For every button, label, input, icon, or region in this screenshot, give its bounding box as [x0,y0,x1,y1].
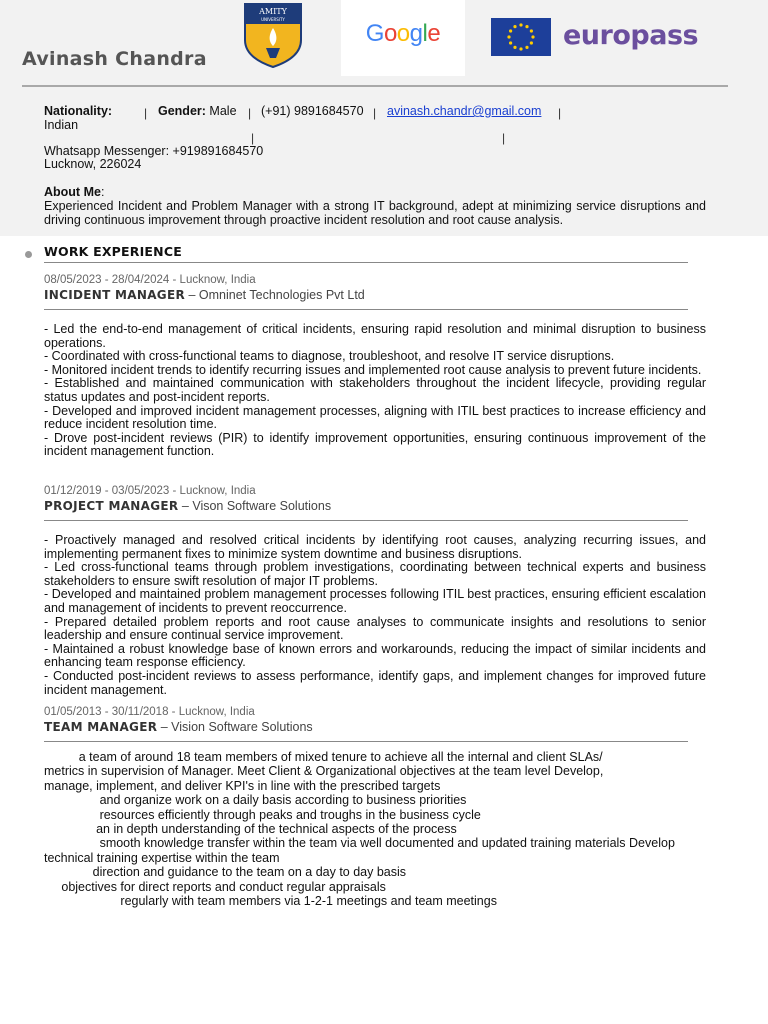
job-dash: – [185,288,199,302]
section-bullet-icon [25,251,32,258]
job-bullet: - Led cross-functional teams through problem investigations, coordinating between technical experts and business stakeholders to ensure swift resolution of major IT problems. [44,560,706,588]
google-wordmark: Google [365,20,441,47]
section-divider [44,262,688,263]
eu-star-icon [513,25,516,28]
job-bullet: - Developed and maintained problem management processes following ITIL best practices, ensuring efficient escalation and management of incidents to prevent reoccurrence. [44,587,706,615]
europass-logo-text: europass [563,20,699,51]
job-bullet: - Maintained a robust knowledge base of known errors and workarounds, reducing the impact of similar incidents and enhancing team response efficiency. [44,641,706,670]
job-divider [44,520,688,521]
separator: | [248,106,252,120]
description-line: smooth knowledge transfer within the team via well documented and updated training materials Develop [44,836,675,851]
eu-star-icon [525,46,528,49]
job-company: Vison Software Solutions [192,499,332,513]
job-company: Omninet Technologies Pvt Ltd [198,288,365,302]
description-line: technical training expertise within the team [44,850,280,865]
job-heading [44,498,706,515]
eu-star-icon [530,41,533,44]
job-company: Vision Software Solutions [171,720,313,734]
google-logo [341,0,465,76]
eu-star-icon [531,35,534,38]
job-dates-location: 08/05/2023 - 28/04/2024 - Lucknow, India [44,274,256,286]
team-manager-description [44,750,724,908]
job-heading [44,287,706,304]
gender-label: Gender: [158,104,206,118]
separator: | [251,131,255,145]
nationality-label [44,104,112,118]
job-bullet: - Led the end-to-end management of critical incidents, ensuring rapid resolution and minimal disruption to business operations. [44,322,706,350]
description-line: metrics in supervision of Manager. Meet Client & Organizational objectives at the team level Develop, [44,764,604,779]
job-title: PROJECT MANAGER [44,499,179,513]
location: Lucknow, 226024 [44,157,142,171]
amity-university-logo [242,2,304,68]
description-line: objectives for direct reports and conduct regular appraisals [44,879,386,894]
nationality-value: Indian [44,118,79,132]
description-line: a team of around 18 team members of mixed tenure to achieve all the internal and client SLAs/ [44,750,603,764]
description-line: and organize work on a daily basis according to business priorities [44,793,467,808]
description-line: resources efficiently through peaks and troughs in the business cycle [44,807,481,822]
job-entry-team-manager [44,705,706,742]
eu-star-icon [509,41,512,44]
email-link[interactable]: avinash.chandr@gmail.com [387,104,542,118]
job-bullet: - Developed and improved incident management processes, aligning with ITIL best practices to increase efficiency and reduce incident resolution time. [44,403,706,432]
separator: | [373,106,377,120]
eu-star-icon [519,23,522,26]
job-bullet: - Monitored incident trends to identify recurring issues and implemented root cause analysis to prevent future incidents. [44,362,702,377]
separator: | [502,131,506,145]
job-dash: – [157,720,172,734]
gender-value: Male [209,104,237,118]
about-me-colon: : [100,185,105,199]
job-title: INCIDENT MANAGER [44,288,185,302]
svg-text:UNIVERSITY: UNIVERSITY [261,17,285,22]
whatsapp-info: Whatsapp Messenger: +919891684570 [44,144,264,158]
job-dates-location: 01/12/2019 - 03/05/2023 - Lucknow, India [44,485,256,497]
separator: | [144,106,148,120]
job-bullet: - Coordinated with cross-functional teams to diagnose, troubleshoot, and resolve IT service disruptions. [44,349,615,364]
job-description [44,323,706,459]
eu-star-icon [509,29,512,32]
description-line: direction and guidance to the team on a day to day basis [44,865,407,880]
eu-star-icon [507,35,510,38]
job-title: TEAM MANAGER [44,720,158,734]
gender-info [158,104,237,118]
job-bullet: - Proactively managed and resolved critical incidents by identifying root causes, analyzing recurring issues, and implementing permanent fixes to minimize system downtime and business disruptions. [44,533,706,561]
eu-star-icon [530,29,533,32]
job-dash: – [178,499,193,513]
section-title-work-experience: WORK EXPERIENCE [44,244,182,259]
phone-number: (+91) 9891684570 [261,104,364,118]
job-bullet: - Established and maintained communication with stakeholders throughout the incident lifecycle, providing regular status updates and post-incident reports. [44,376,706,404]
job-entry-project-manager [44,484,706,697]
eu-star-icon [513,46,516,49]
description-line: regularly with team members via 1-2-1 meetings and team meetings [44,894,497,909]
job-entry-incident-manager [44,273,706,459]
candidate-name: Avinash Chandra [22,48,207,70]
job-description [44,534,706,697]
job-divider [44,309,688,310]
about-me-text: Experienced Incident and Problem Manager with a strong IT background, adept at minimizing service disruptions and driving continuous improvement through proactive incident resolution and root cause analysis. [44,199,706,227]
separator: | [558,106,562,120]
job-divider [44,741,688,742]
eu-flag-icon [491,18,551,56]
name-divider [22,85,728,87]
svg-text:AMITY: AMITY [259,7,287,16]
about-me-label-text: About Me [44,185,101,199]
job-bullet: - Prepared detailed problem reports and root cause analyses to communicate insights and resolutions to senior leadership and ensure continual service improvement. [44,614,706,643]
job-heading [44,719,706,736]
job-bullet: - Drove post-incident reviews (PIR) to identify improvement opportunities, ensuring continuous improvement of the incident management function. [44,430,706,459]
description-line: manage, implement, and deliver KPI's in line with the prescribed targets [44,778,441,793]
eu-star-icon [519,47,522,50]
job-dates-location: 01/05/2013 - 30/11/2018 - Lucknow, India [44,706,255,718]
eu-star-icon [525,25,528,28]
description-line: an in depth understanding of the technical aspects of the process [44,822,457,837]
job-bullet: - Conducted post-incident reviews to assess performance, identify gaps, and implement changes for improved future incident management. [44,668,706,697]
nationality-label-text: Nationality: [44,104,113,118]
about-me-label [44,185,104,199]
